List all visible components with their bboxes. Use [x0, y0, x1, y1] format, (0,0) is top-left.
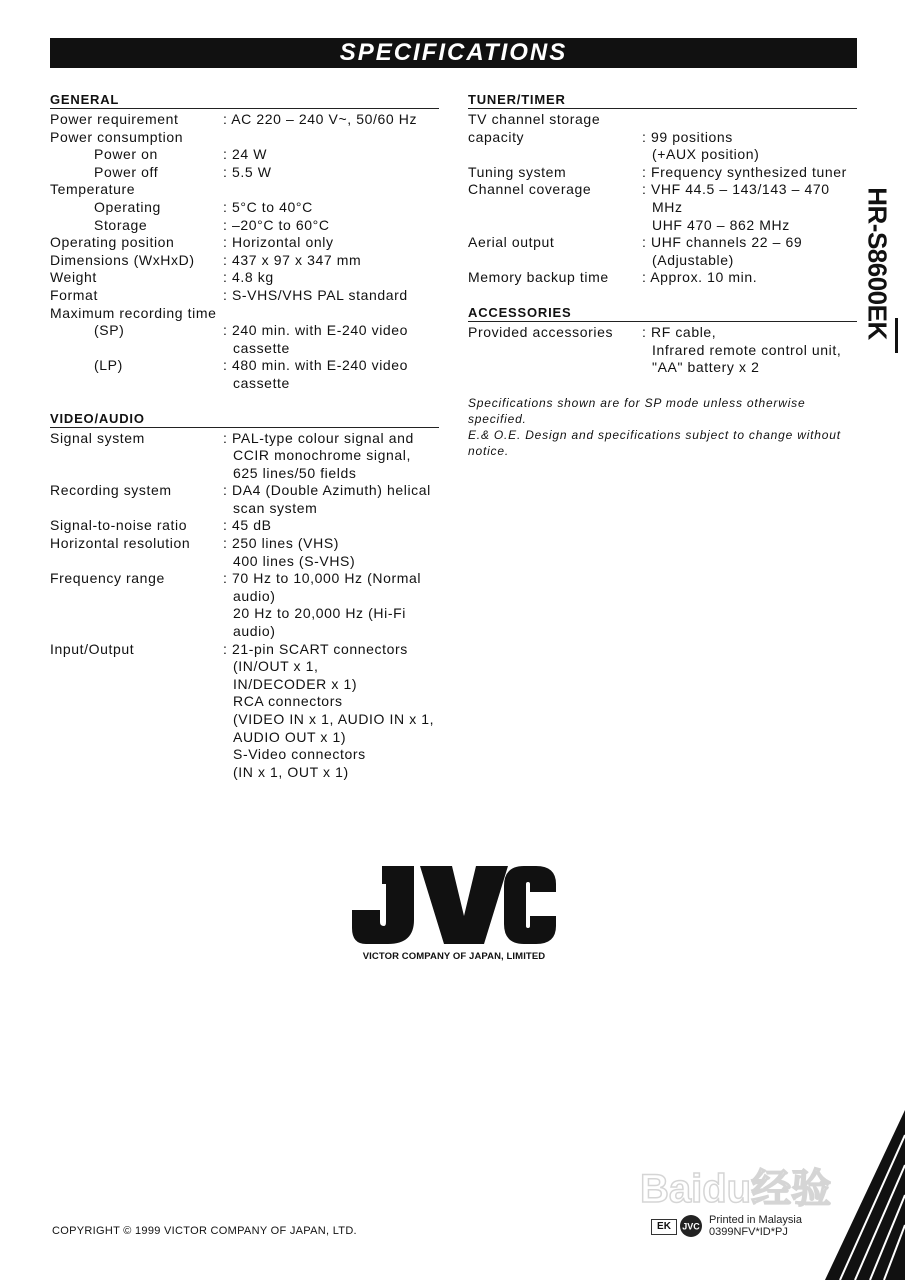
spec-value-line: : 5°C to 40°C — [223, 198, 313, 215]
spec-row — [50, 164, 439, 182]
left-column — [50, 92, 439, 799]
spec-label: Temperature — [50, 181, 136, 198]
spec-value-line: : 99 positions — [642, 128, 733, 145]
spec-row — [50, 252, 439, 270]
spec-value — [223, 430, 439, 483]
spec-value-line: : 480 min. with E-240 video — [223, 357, 409, 374]
spec-label: Memory backup time — [468, 269, 609, 286]
spec-value — [223, 164, 439, 182]
model-number-vertical — [862, 168, 893, 358]
spec-value — [223, 269, 439, 287]
spec-value-line: CCIR monochrome signal, — [233, 447, 411, 464]
spec-value-line: (IN/OUT x 1, — [233, 658, 319, 675]
spec-value-line: : 250 lines (VHS) — [223, 535, 340, 552]
spec-row — [50, 430, 439, 483]
jvc-logo — [352, 866, 556, 944]
spec-value — [642, 181, 857, 234]
tuner-timer-rows — [468, 111, 857, 287]
spec-value-line: : RF cable, — [642, 323, 717, 340]
spec-value — [642, 111, 857, 129]
spec-label: (SP) — [94, 322, 125, 339]
spec-row — [50, 357, 439, 392]
spec-label: Power off — [94, 163, 159, 180]
spec-value-line: audio) — [233, 623, 276, 640]
spec-label: (LP) — [94, 357, 123, 374]
spec-row — [50, 146, 439, 164]
spec-value-line: : 4.8 kg — [223, 269, 274, 286]
spec-row — [468, 234, 857, 269]
spec-label: capacity — [468, 128, 525, 145]
spec-value — [223, 322, 439, 357]
spec-value-line: : 21-pin SCART connectors — [223, 640, 408, 657]
spec-label: Operating position — [50, 234, 175, 251]
spec-row — [50, 641, 439, 782]
spec-value-line: cassette — [233, 339, 290, 356]
spec-value-line: AUDIO OUT x 1) — [233, 728, 347, 745]
copyright-text: COPYRIGHT © 1999 VICTOR COMPANY OF JAPAN, LTD. — [52, 1225, 357, 1237]
video-audio-rows — [50, 430, 439, 782]
spec-label: Signal-to-noise ratio — [50, 517, 188, 534]
spec-value-line: : Frequency synthesized tuner — [642, 163, 847, 180]
general-rows — [50, 111, 439, 393]
spec-value — [223, 570, 439, 640]
spec-label: Weight — [50, 269, 97, 286]
spec-value-line: (Adjustable) — [652, 251, 734, 268]
note-line: notice. — [468, 443, 509, 458]
section-title-general: GENERAL — [50, 92, 439, 109]
spec-value-line: 625 lines/50 fields — [233, 464, 357, 481]
spec-row — [50, 129, 439, 147]
spec-label: Aerial output — [468, 234, 555, 251]
video-audio-section — [50, 411, 439, 782]
spec-row — [50, 287, 439, 305]
spec-value-line: (IN x 1, OUT x 1) — [233, 763, 349, 780]
spec-label: Recording system — [50, 482, 172, 499]
spec-label: Power requirement — [50, 111, 179, 127]
section-title-tuner-timer: TUNER/TIMER — [468, 92, 857, 109]
spec-row — [50, 570, 439, 640]
right-column — [468, 92, 857, 459]
spec-value — [642, 269, 857, 287]
spec-value — [223, 234, 439, 252]
spec-value-line: "AA" battery x 2 — [652, 359, 760, 376]
spec-value-line: : 5.5 W — [223, 163, 272, 180]
spec-value — [223, 129, 439, 147]
tuner-timer-section — [468, 92, 857, 287]
spec-row — [50, 111, 439, 129]
model-divider-bar — [895, 318, 898, 353]
spec-value — [223, 482, 439, 517]
spec-value-line: : Approx. 10 min. — [642, 269, 758, 286]
spec-value — [223, 252, 439, 270]
spec-value-line: : 240 min. with E-240 video — [223, 322, 409, 339]
spec-row — [50, 234, 439, 252]
spec-value-line: IN/DECODER x 1) — [233, 675, 358, 692]
spec-value — [223, 181, 439, 199]
spec-value-line: 400 lines (S-VHS) — [233, 552, 356, 569]
spec-row — [468, 111, 857, 129]
spec-label: Input/Output — [50, 640, 135, 657]
spec-value — [223, 199, 439, 217]
spec-label: Tuning system — [468, 163, 567, 180]
spec-value — [642, 324, 857, 377]
spec-label: Dimensions (WxHxD) — [50, 251, 195, 268]
spec-value — [223, 305, 439, 323]
spec-row — [50, 199, 439, 217]
spec-value-line: : UHF channels 22 – 69 — [642, 234, 803, 251]
print-code: 0399NFV*ID*PJ — [709, 1226, 788, 1238]
spec-label: Signal system — [50, 429, 145, 446]
corner-stripes-decoration — [820, 1110, 905, 1280]
accessories-rows — [468, 324, 857, 377]
spec-value — [223, 641, 439, 782]
page-title: SPECIFICATIONS — [339, 39, 568, 66]
spec-row — [468, 129, 857, 164]
spec-label: TV channel storage — [468, 111, 601, 127]
note-line: E.& O.E. Design and specifications subject to change without — [468, 427, 841, 442]
spec-row — [468, 164, 857, 182]
spec-value-line: : –20°C to 60°C — [223, 216, 330, 233]
spec-label: Channel coverage — [468, 181, 592, 198]
accessories-section — [468, 305, 857, 377]
section-title-accessories: ACCESSORIES — [468, 305, 857, 322]
spec-value-line: audio) — [233, 587, 276, 604]
spec-value-line: 20 Hz to 20,000 Hz (Hi-Fi — [233, 605, 406, 622]
spec-value-line: : S-VHS/VHS PAL standard — [223, 286, 408, 303]
spec-row — [468, 324, 857, 377]
print-info — [709, 1214, 802, 1238]
spec-value-line: : DA4 (Double Azimuth) helical — [223, 482, 431, 499]
spec-label: Power on — [94, 146, 158, 163]
spec-value-line: : 437 x 97 x 347 mm — [223, 251, 362, 268]
spec-value — [223, 517, 439, 535]
spec-label: Frequency range — [50, 570, 165, 587]
svg-text:JVC: JVC — [682, 1221, 700, 1232]
spec-value-line: RCA connectors — [233, 693, 343, 710]
spec-value-line: Infrared remote control unit, — [652, 341, 842, 358]
spec-value — [642, 234, 857, 269]
spec-row — [50, 305, 439, 323]
spec-row — [50, 517, 439, 535]
spec-value-line: (VIDEO IN x 1, AUDIO IN x 1, — [233, 711, 435, 727]
general-section — [50, 92, 439, 393]
company-name: VICTOR COMPANY OF JAPAN, LIMITED — [362, 951, 546, 962]
section-title-video-audio: VIDEO/AUDIO — [50, 411, 439, 428]
spec-value-line: : PAL-type colour signal and — [223, 429, 414, 446]
spec-row — [50, 322, 439, 357]
spec-label: Operating — [94, 198, 161, 215]
spec-label: Provided accessories — [468, 323, 614, 340]
spec-label: Maximum recording time — [50, 304, 217, 321]
spec-value — [223, 357, 439, 392]
spec-row — [468, 269, 857, 287]
spec-notes — [468, 395, 857, 459]
spec-value-line: UHF 470 – 862 MHz — [652, 216, 790, 233]
spec-row — [50, 217, 439, 235]
printed-in: Printed in Malaysia — [709, 1214, 802, 1226]
region-badge: EK — [651, 1219, 677, 1235]
jvc-circle-icon — [679, 1214, 703, 1238]
spec-value-line: : Horizontal only — [223, 234, 334, 251]
spec-value-line: : 45 dB — [223, 517, 272, 534]
spec-value-line: (+AUX position) — [652, 146, 760, 163]
spec-value — [223, 217, 439, 235]
spec-value-line: : AC 220 – 240 V~, 50/60 Hz — [223, 111, 418, 127]
spec-value — [223, 146, 439, 164]
model-number: HR-S8600EK — [862, 187, 893, 340]
page-title-banner — [50, 38, 857, 68]
watermark-text: Baidu经验 — [640, 1167, 832, 1211]
spec-value — [223, 535, 439, 570]
spec-value-line: : 70 Hz to 10,000 Hz (Normal — [223, 570, 422, 587]
spec-row — [468, 181, 857, 234]
spec-row — [50, 535, 439, 570]
spec-row — [50, 482, 439, 517]
spec-value — [223, 287, 439, 305]
spec-value — [642, 129, 857, 164]
spec-row — [50, 181, 439, 199]
spec-label: Storage — [94, 216, 148, 233]
spec-value — [642, 164, 857, 182]
spec-value-line: S-Video connectors — [233, 746, 366, 763]
spec-label: Horizontal resolution — [50, 535, 191, 552]
spec-value-line: cassette — [233, 374, 290, 391]
spec-value-line: : 24 W — [223, 146, 268, 163]
spec-label: Power consumption — [50, 128, 184, 145]
spec-label: Format — [50, 286, 98, 303]
spec-value — [223, 111, 439, 129]
spec-value-line: : VHF 44.5 – 143/143 – 470 MHz — [642, 181, 830, 215]
spec-value-line: scan system — [233, 499, 318, 516]
spec-row — [50, 269, 439, 287]
note-line: specified. — [468, 411, 527, 426]
note-line: Specifications shown are for SP mode unless otherwise — [468, 395, 806, 410]
